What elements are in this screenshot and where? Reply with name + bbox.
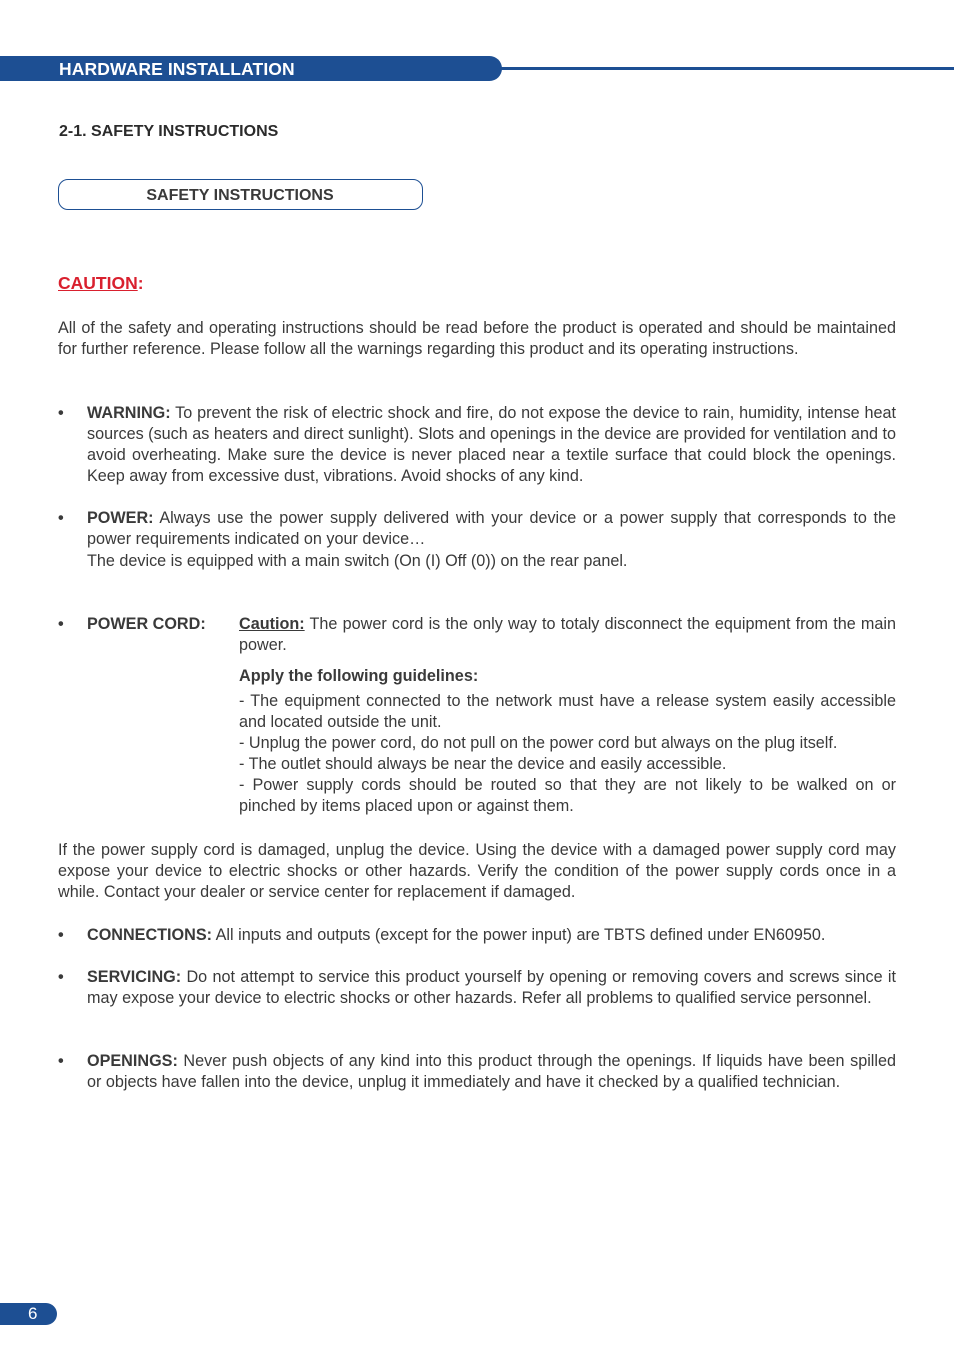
- openings-label: OPENINGS:: [87, 1052, 178, 1070]
- header-title: HARDWARE INSTALLATION: [59, 59, 295, 79]
- bullet: •: [58, 926, 64, 944]
- guideline-item: - The outlet should always be near the device and easily accessible.: [239, 755, 727, 773]
- header-rule: [500, 67, 954, 70]
- guideline-item: - Power supply cords should be routed so that they are not likely to be walked on or pinched by items placed upon or against them.: [239, 776, 896, 815]
- bullet: •: [58, 1052, 64, 1070]
- servicing-text: SERVICING: Do not attempt to service this product yourself by opening or removing covers and screws since it may expose your device to electric shocks or other hazards. Refer all problems to qualified service personnel.: [87, 968, 896, 1007]
- bullet: •: [58, 968, 64, 986]
- power-cord-label: POWER CORD:: [87, 615, 206, 633]
- servicing-label: SERVICING:: [87, 968, 182, 986]
- caution-colon: :: [137, 273, 144, 293]
- connections-label: CONNECTIONS:: [87, 926, 213, 944]
- openings-text: OPENINGS: Never push objects of any kind into this product through the openings. If liquids have been spilled or objects have fallen into the device, unplug it immediately and have it checked by a qualified technician.: [87, 1052, 896, 1091]
- safety-instructions-box: [58, 179, 423, 210]
- bullet: •: [58, 404, 64, 422]
- guideline-item: - Unplug the power cord, do not pull on the power cord but always on the plug itself.: [239, 734, 838, 752]
- bullet: •: [58, 615, 64, 633]
- caution-heading: [58, 273, 144, 294]
- intro-paragraph: All of the safety and operating instructions should be read before the product is operated and should be maintained for further reference. Please follow all the warnings regarding this product and its operating instructions.: [58, 319, 896, 358]
- power-line2: The device is equipped with a main switch (On (I) Off (0)) on the rear panel.: [87, 552, 628, 570]
- page-number: 6: [0, 1303, 57, 1325]
- connections-text: CONNECTIONS: All inputs and outputs (except for the power input) are TBTS defined under EN60950.: [87, 926, 826, 944]
- guideline-item: - The equipment connected to the network must have a release system easily accessible and located outside the unit.: [239, 692, 896, 731]
- power-cord-body: [239, 614, 896, 817]
- bullet: •: [58, 509, 64, 527]
- power-cord-caution: Caution: The power cord is the only way to totaly disconnect the equipment from the main power.: [239, 615, 896, 654]
- power-label: POWER:: [87, 509, 154, 527]
- power-cord-caution-label: Caution:: [239, 615, 305, 633]
- warning-label: WARNING:: [87, 404, 171, 422]
- section-title: 2-1. SAFETY INSTRUCTIONS: [59, 123, 279, 140]
- power-text: POWER: Always use the power supply delivered with your device or a power supply that corresponds to the power requirements indicated on your device…: [87, 509, 896, 548]
- caution-word: CAUTION: [58, 273, 138, 293]
- damaged-cord-paragraph: If the power supply cord is damaged, unplug the device. Using the device with a damaged power supply cord may expose your device to electric shocks or other hazards. Verify the condition of the power supply cords once in a while. Contact your dealer or service center for replacement if damaged.: [58, 841, 896, 901]
- warning-text: WARNING: To prevent the risk of electric shock and fire, do not expose the device to rain, humidity, intense heat sources (such as heaters and direct sunlight). Slots and openings in the device are provided for ventilation and to avoid overheating. Make sure the device is never placed near a textile surface that could block the openings. Keep away from excessive dust, vibrations. Avoid shocks of any kind.: [87, 404, 896, 485]
- guidelines-title: Apply the following guidelines:: [239, 667, 479, 685]
- box-label: SAFETY INSTRUCTIONS: [146, 187, 334, 204]
